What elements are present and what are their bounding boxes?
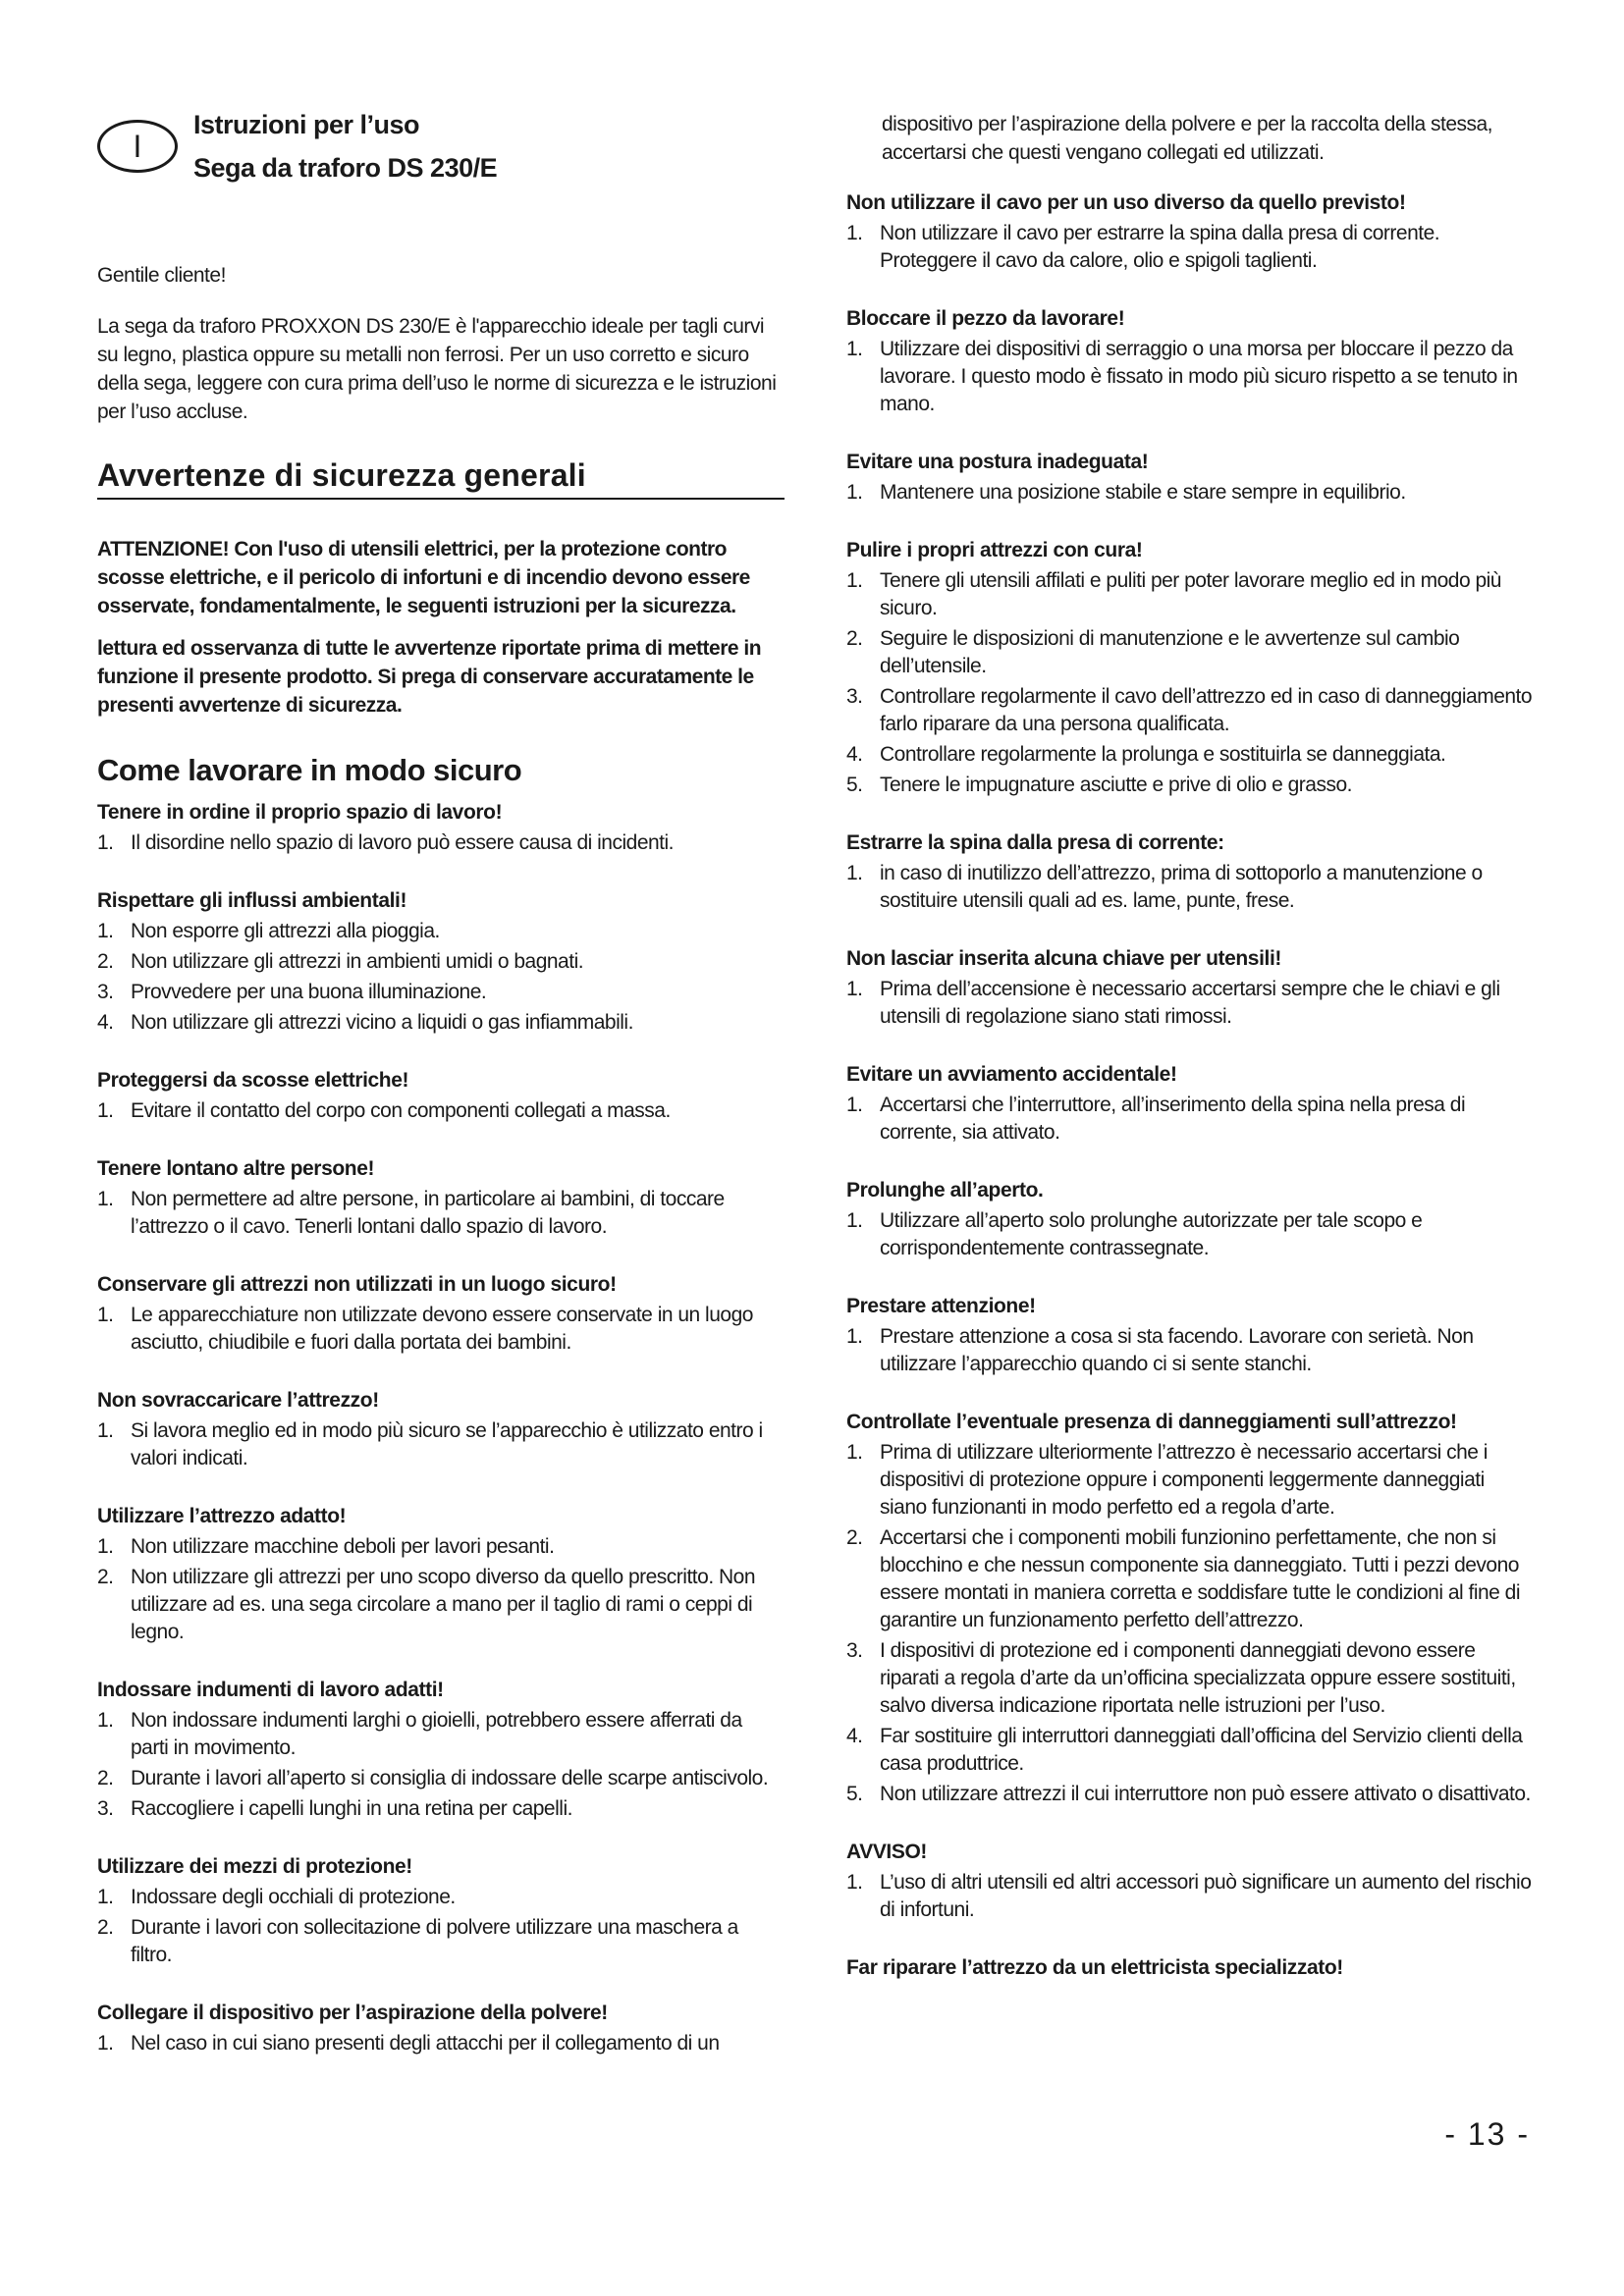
safety-section — [97, 1502, 785, 1646]
section-title: Utilizzare dei mezzi di protezione! — [97, 1855, 412, 1878]
list-item-number: 2. — [97, 950, 114, 973]
safety-section — [97, 886, 785, 1037]
list-item-number: 1. — [846, 338, 863, 360]
list-item-text: Accertarsi che l’interruttore, all’inserimento della spina nella presa di corrente, sia attivato. — [880, 1094, 1466, 1144]
section-list — [97, 2030, 785, 2057]
list-item-text: Durante i lavori con sollecitazione di polvere utilizzare una maschera a filtro. — [131, 1916, 738, 1966]
safe-work-heading: Come lavorare in modo sicuro — [97, 753, 522, 787]
section-list — [846, 1323, 1534, 1378]
section-list — [97, 1533, 785, 1646]
list-item-number: 3. — [846, 685, 863, 708]
list-item — [97, 1795, 785, 1823]
list-item-number: 1. — [97, 2032, 114, 2055]
section-title: AVVISO! — [846, 1841, 927, 1863]
list-item — [846, 479, 1534, 507]
safety-section — [846, 1408, 1534, 1808]
section-title: Non utilizzare il cavo per un uso diverso da quello previsto! — [846, 191, 1406, 214]
continued-item — [846, 110, 1534, 167]
list-item-number: 3. — [97, 981, 114, 1003]
list-item-text: Controllare regolarmente la prolunga e sostituirla se danneggiata. — [880, 743, 1446, 766]
list-item — [97, 1186, 785, 1241]
list-item-text: Utilizzare all’aperto solo prolunghe autorizzate per tale scopo e corrispondentemente contrassegnate. — [880, 1209, 1423, 1259]
section-title: Bloccare il pezzo da lavorare! — [846, 307, 1125, 330]
section-list — [97, 1417, 785, 1472]
section-list — [97, 1302, 785, 1357]
list-item-text: Indossare degli occhiali di protezione. — [131, 1886, 456, 1908]
list-item-number: 1. — [97, 1304, 114, 1326]
list-item-text: Non utilizzare macchine deboli per lavori pesanti. — [131, 1535, 555, 1558]
list-item-text: Prestare attenzione a cosa si sta facendo. Lavorare con serietà. Non utilizzare l’apparecchio quando ci si sente stanchi. — [880, 1325, 1474, 1375]
warning-note: lettura ed osservanza di tutte le avvertenze riportate prima di mettere in funzione il presente prodotto. Si prega di conservare accuratamente le presenti avvertenze di sicurezza. — [97, 637, 762, 717]
list-item-number: 4. — [97, 1011, 114, 1034]
list-item-number: 2. — [846, 627, 863, 650]
section-list — [846, 976, 1534, 1031]
safety-section — [846, 944, 1534, 1031]
safety-section — [846, 1176, 1534, 1262]
section-title: Indossare indumenti di lavoro adatti! — [97, 1679, 444, 1701]
section-title: Prestare attenzione! — [846, 1295, 1036, 1317]
safety-section — [97, 1676, 785, 1823]
section-list — [846, 1092, 1534, 1147]
list-item — [846, 772, 1534, 799]
list-item — [97, 1302, 785, 1357]
product-title: Sega da traforo DS 230/E — [193, 153, 498, 183]
section-title: Estrarre la spina dalla presa di corrente: — [846, 831, 1224, 854]
list-item-number: 1. — [97, 1535, 114, 1558]
list-item-text: I dispositivi di protezione ed i componenti danneggiati devono essere riparati a regola d’arte da un’officina specializzata oppure essere sostituiti, salvo diversa indicazione riportata nelle istruzioni per l’uso. — [880, 1639, 1516, 1717]
list-item-number: 1. — [846, 481, 863, 504]
list-item-number: 1. — [97, 1188, 114, 1210]
list-item-number: 1. — [846, 1441, 863, 1464]
list-item-number: 2. — [97, 1767, 114, 1789]
safety-section — [97, 1999, 785, 2057]
safety-section — [97, 1386, 785, 1472]
section-title: Controllate l’eventuale presenza di danneggiamenti sull’attrezzo! — [846, 1411, 1457, 1433]
list-item-text: Utilizzare dei dispositivi di serraggio o una morsa per bloccare il pezzo da lavorare. I questo modo è fissato in modo più sicuro rispetto a se tenuto in mano. — [880, 338, 1518, 415]
safety-section — [97, 1852, 785, 1969]
section-list — [846, 479, 1534, 507]
list-item-text: Non utilizzare il cavo per estrarre la spina dalla presa di corrente. Proteggere il cavo da calore, olio e spigoli taglienti. — [880, 222, 1440, 272]
section-title: Non sovraccaricare l’attrezzo! — [97, 1389, 379, 1412]
list-item-number: 1. — [97, 1709, 114, 1732]
list-item-text: Non indossare indumenti larghi o gioielli, potrebbero essere afferrati da parti in movimento. — [131, 1709, 742, 1759]
list-item — [97, 1564, 785, 1646]
list-item — [846, 567, 1534, 622]
list-item-number: 1. — [846, 862, 863, 884]
left-sections — [97, 798, 785, 2057]
list-item — [846, 1637, 1534, 1720]
list-item-number: 1. — [97, 920, 114, 942]
list-item-text: Non utilizzare attrezzi il cui interruttore non può essere attivato o disattivato. — [880, 1783, 1531, 1805]
list-item-text: Non permettere ad altre persone, in particolare ai bambini, di toccare l’attrezzo o il cavo. Tenerli lontani dallo spazio di lavoro. — [131, 1188, 725, 1238]
list-item — [97, 2030, 785, 2057]
list-item — [97, 1417, 785, 1472]
section-title: Rispettare gli influssi ambientali! — [97, 889, 407, 912]
list-item — [97, 918, 785, 945]
safety-section — [97, 1154, 785, 1241]
list-item — [846, 860, 1534, 915]
right-sections — [846, 188, 1534, 1982]
section-list — [97, 918, 785, 1037]
section-title: Evitare un avviamento accidentale! — [846, 1063, 1177, 1086]
section-list — [846, 220, 1534, 275]
list-item — [97, 1914, 785, 1969]
safety-section — [846, 536, 1534, 799]
list-item-number: 3. — [97, 1797, 114, 1820]
list-item — [846, 220, 1534, 275]
list-item — [846, 741, 1534, 769]
safety-section — [846, 188, 1534, 275]
list-item — [97, 1097, 785, 1125]
list-item-text: L’uso di altri utensili ed altri accessori può significare un aumento del rischio di infortuni. — [880, 1871, 1532, 1921]
section-title: Tenere in ordine il proprio spazio di lavoro! — [97, 801, 503, 824]
section-title: Non lasciar inserita alcuna chiave per utensili! — [846, 947, 1281, 970]
list-item — [846, 1439, 1534, 1522]
list-item — [97, 979, 785, 1006]
list-item-number: 1. — [97, 1886, 114, 1908]
list-item-text: Mantenere una posizione stabile e stare sempre in equilibrio. — [880, 481, 1406, 504]
safety-section — [97, 1066, 785, 1125]
list-item-text: Evitare il contatto del corpo con componenti collegati a massa. — [131, 1099, 671, 1122]
safety-section — [846, 1060, 1534, 1147]
list-item-text: Tenere le impugnature asciutte e prive di olio e grasso. — [880, 774, 1352, 796]
section-title: Tenere lontano altre persone! — [97, 1157, 375, 1180]
language-badge: I — [97, 120, 178, 173]
list-item-text: Provvedere per una buona illuminazione. — [131, 981, 487, 1003]
list-item — [97, 1765, 785, 1792]
list-item-text: Nel caso in cui siano presenti degli attacchi per il collegamento di un — [131, 2032, 720, 2055]
list-item — [846, 1524, 1534, 1634]
list-item-text: Prima dell’accensione è necessario accertarsi sempre che le chiavi e gli utensili di regolazione siano stati rimossi. — [880, 978, 1500, 1028]
list-item-number: 3. — [846, 1639, 863, 1662]
list-item — [846, 1092, 1534, 1147]
list-item-text: in caso di inutilizzo dell’attrezzo, prima di sottoporlo a manutenzione o sostituire utensili quali ad es. lame, punte, frese. — [880, 862, 1483, 912]
safety-section — [846, 448, 1534, 507]
list-item — [846, 976, 1534, 1031]
safety-section — [846, 1953, 1534, 1982]
list-item — [97, 1009, 785, 1037]
section-list — [97, 829, 785, 857]
general-safety-heading: Avvertenze di sicurezza generali — [97, 457, 785, 500]
list-item-text: Prima di utilizzare ulteriormente l’attrezzo è necessario accertarsi che i dispositivi di protezione oppure i componenti leggermente danneggiati siano funzionanti in modo perfetto ed a regola d’arte. — [880, 1441, 1488, 1519]
list-item-text: Controllare regolarmente il cavo dell’attrezzo ed in caso di danneggiamento farlo riparare da una persona qualificata. — [880, 685, 1533, 735]
list-item-number: 2. — [846, 1526, 863, 1549]
list-item-number: 1. — [846, 222, 863, 244]
list-item-number: 1. — [846, 1209, 863, 1232]
section-title: Pulire i propri attrezzi con cura! — [846, 539, 1143, 561]
greeting: Gentile cliente! — [97, 264, 226, 287]
page-number: - 13 - — [1444, 2116, 1530, 2152]
list-item-number: 2. — [97, 1916, 114, 1939]
section-title: Collegare il dispositivo per l’aspirazione della polvere! — [97, 2002, 608, 2024]
list-item-number: 4. — [846, 743, 863, 766]
section-title: Utilizzare l’attrezzo adatto! — [97, 1505, 347, 1527]
list-item-text: Accertarsi che i componenti mobili funzionino perfettamente, che non si blocchino e che nessun componente sia danneggiato. Tutti i pezzi devono essere montati in maniera corretta e soddisfare tutte le condizioni al fine di garantire un funzionamento perfetto dell’attrezzo. — [880, 1526, 1521, 1631]
section-title: Prolunghe all’aperto. — [846, 1179, 1044, 1201]
section-list — [846, 1869, 1534, 1924]
section-title: Proteggersi da scosse elettriche! — [97, 1069, 409, 1092]
list-item — [846, 1323, 1534, 1378]
list-item-number: 1. — [846, 1325, 863, 1348]
list-item-number: 1. — [846, 978, 863, 1000]
list-item-number: 4. — [846, 1725, 863, 1747]
safety-section — [97, 798, 785, 857]
list-item-text: Le apparecchiature non utilizzate devono essere conservate in un luogo asciutto, chiudibile e fuori dalla portata dei bambini. — [131, 1304, 753, 1354]
list-item-number: 5. — [846, 1783, 863, 1805]
list-item — [846, 336, 1534, 418]
section-list — [97, 1707, 785, 1823]
list-item-text: Il disordine nello spazio di lavoro può essere causa di incidenti. — [131, 831, 675, 854]
list-item — [97, 1533, 785, 1561]
list-item-text: Raccogliere i capelli lunghi in una retina per capelli. — [131, 1797, 572, 1820]
safety-section — [97, 1270, 785, 1357]
list-item — [97, 1884, 785, 1911]
list-item — [846, 1869, 1534, 1924]
section-list — [97, 1884, 785, 1969]
manual-title: Istruzioni per l’uso — [193, 110, 420, 139]
list-item-text: Tenere gli utensili affilati e puliti per poter lavorare meglio ed in modo più sicuro. — [880, 569, 1501, 619]
section-list — [846, 1439, 1534, 1808]
list-item-number: 2. — [97, 1566, 114, 1588]
list-item — [846, 1207, 1534, 1262]
list-item-number: 1. — [97, 1099, 114, 1122]
section-list — [846, 860, 1534, 915]
safety-section — [846, 1838, 1534, 1924]
right-column — [846, 110, 1534, 1982]
list-item-text: Si lavora meglio ed in modo più sicuro se l’apparecchio è utilizzato entro i valori indicati. — [131, 1419, 763, 1469]
header-block — [97, 110, 785, 198]
section-title: Evitare una postura inadeguata! — [846, 451, 1149, 473]
warning-paragraph: ATTENZIONE! Con l'uso di utensili elettrici, per la protezione contro scosse elettriche, e il pericolo di infortuni e di incendio devono essere osservate, fondamentalmente, le seguenti istruzioni per la sicurezza. — [97, 538, 750, 617]
list-item — [97, 1707, 785, 1762]
list-item — [846, 1781, 1534, 1808]
list-item-number: 1. — [846, 1871, 863, 1894]
list-item — [846, 625, 1534, 680]
list-item — [846, 683, 1534, 738]
list-item-number: 1. — [97, 1419, 114, 1442]
list-item-number: 1. — [846, 569, 863, 592]
list-item — [97, 948, 785, 976]
list-item-text: Durante i lavori all’aperto si consiglia di indossare delle scarpe antiscivolo. — [131, 1767, 769, 1789]
continued-item-text: dispositivo per l’aspirazione della polvere e per la raccolta della stessa, accertarsi che questi vengano collegati ed utilizzati. — [882, 113, 1493, 164]
list-item — [97, 829, 785, 857]
list-item — [846, 1723, 1534, 1778]
section-list — [846, 567, 1534, 799]
section-list — [846, 336, 1534, 418]
list-item-number: 1. — [97, 831, 114, 854]
list-item-text: Non utilizzare gli attrezzi in ambienti umidi o bagnati. — [131, 950, 584, 973]
list-item-text: Non esporre gli attrezzi alla pioggia. — [131, 920, 440, 942]
section-title: Conservare gli attrezzi non utilizzati in un luogo sicuro! — [97, 1273, 617, 1296]
list-item-text: Non utilizzare gli attrezzi vicino a liquidi o gas infiammabili. — [131, 1011, 633, 1034]
left-column — [97, 110, 785, 2057]
list-item-text: Far sostituire gli interruttori danneggiati dall’officina del Servizio clienti della casa produttrice. — [880, 1725, 1523, 1775]
section-list — [97, 1186, 785, 1241]
section-title: Far riparare l’attrezzo da un elettricista specializzato! — [846, 1956, 1343, 1979]
list-item-number: 5. — [846, 774, 863, 796]
list-item-text: Non utilizzare gli attrezzi per uno scopo diverso da quello prescritto. Non utilizzare ad es. una sega circolare a mano per il taglio di rami o ceppi di legno. — [131, 1566, 756, 1643]
section-list — [97, 1097, 785, 1125]
safety-section — [846, 828, 1534, 915]
section-list — [846, 1207, 1534, 1262]
intro-paragraph: La sega da traforo PROXXON DS 230/E è l'apparecchio ideale per tagli curvi su legno, plastica oppure su metalli non ferrosi. Per un uso corretto e sicuro della sega, leggere con cura prima dell’uso le norme di sicurezza e le istruzioni per l’uso accluse. — [97, 315, 777, 423]
list-item-text: Seguire le disposizioni di manutenzione e le avvertenze sul cambio dell’utensile. — [880, 627, 1460, 677]
list-item-number: 1. — [846, 1094, 863, 1116]
safety-section — [846, 304, 1534, 418]
safety-section — [846, 1292, 1534, 1378]
